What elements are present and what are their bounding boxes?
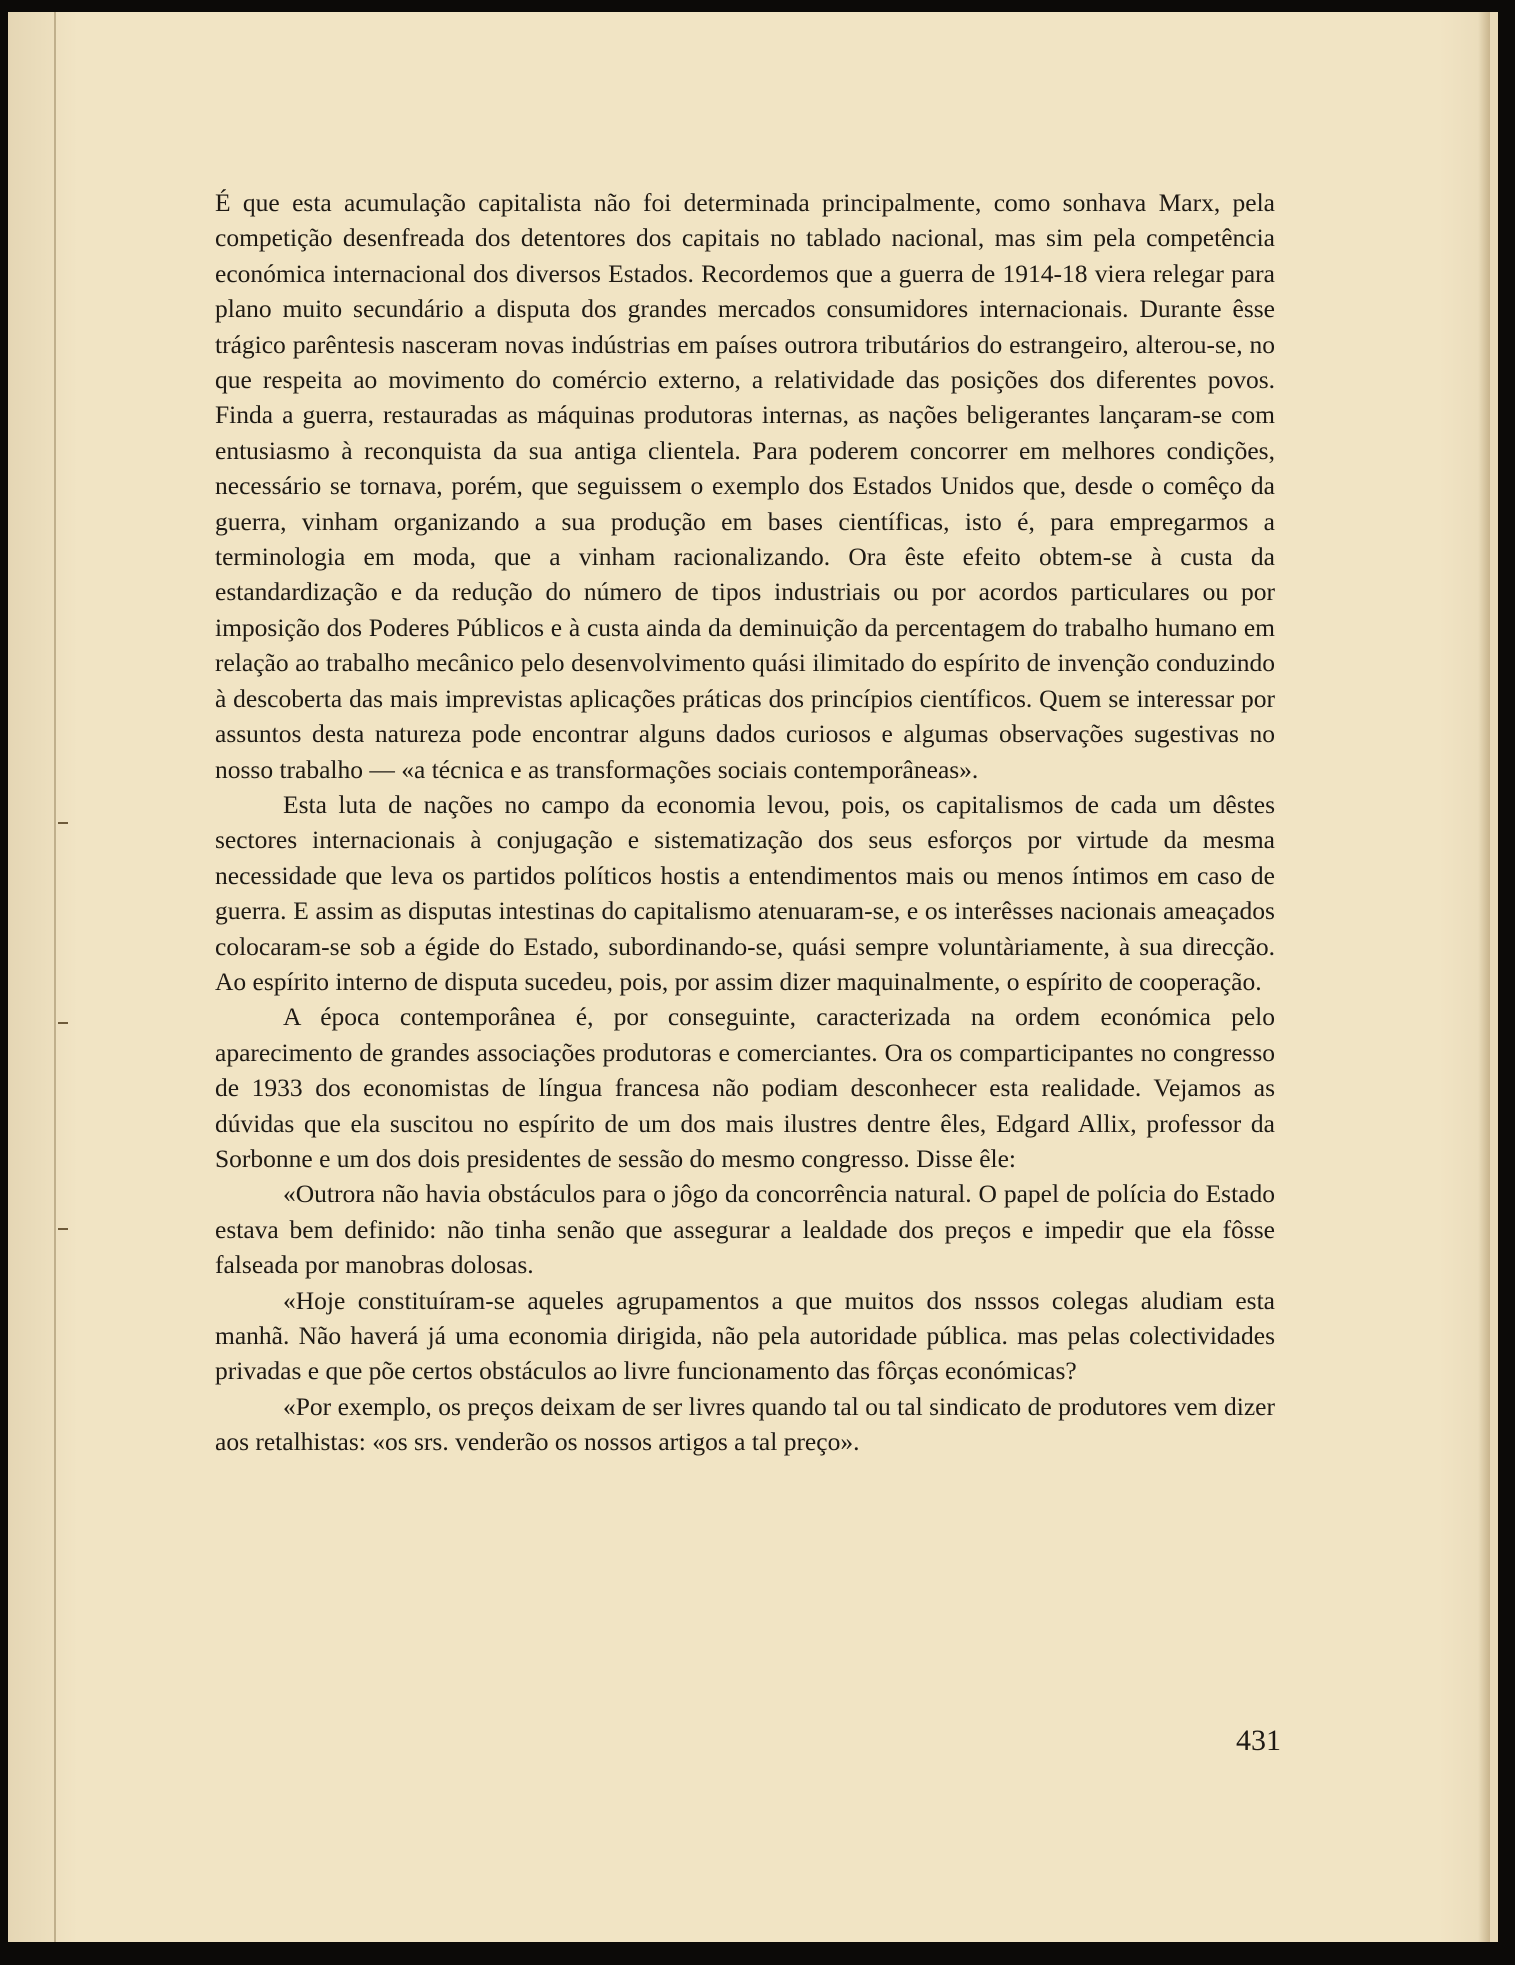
margin-mark (58, 822, 68, 824)
page-number: 431 (1236, 1724, 1281, 1757)
quote-paragraph-1: «Outrora não havia obstáculos para o jôgo da concorrência natural. O papel de polícia do Estado estava bem definido: não tinha senão que assegurar a lealdade dos preços e impedir que ela fôsse falseada por manobras dolosas. (215, 1179, 1275, 1280)
margin-mark (58, 1022, 68, 1024)
paragraph-1: É que esta acumulação capitalista não foi determinada principalmente, como sonhava Marx, pela competição desenfreada dos detentores dos capitais no tablado nacional, mas sim pela competência económica internacional dos diversos Estados. Recordemos que a guerra de 1914-18 viera relegar para plano muito secundário a disputa dos grandes mercados consumidores internacionais. Durante êsse trágico parêntesis nasceram novas indústrias em países outrora tributários do estrangeiro, alterou-se, no que respeita ao movimento do comércio externo, a relatividade das posições dos diferentes povos. Finda a guerra, restauradas as máquinas produtoras internas, as nações beligerantes lançaram-se com entusiasmo à reconquista da sua antiga clientela. Para poderem concorrer em melhores condições, necessário se tornava, porém, que seguissem o exemplo dos Estados Unidos que, desde o comêço da guerra, vinham organizando a sua produção em bases científicas, isto é, para empregarmos a terminologia em moda, que a vinham racionalizando. Ora êste efeito obtem-se à custa da estandardização e da redução do número de tipos industriais ou por acordos particulares ou por imposição dos Poderes Públicos e à custa ainda da deminuição da percentagem do trabalho humano em relação ao trabalho mecânico pelo desenvolvimento quási ilimitado do espírito de invenção conduzindo à descoberta das mais imprevistas aplicações práticas dos princípios científicos. Quem se interessar por assuntos desta natureza pode encontrar alguns dados curiosos e algumas observações sugestivas no nosso trabalho — «a técnica e as transformações sociais contemporâneas». (215, 188, 1275, 784)
page-gutter (54, 12, 56, 1942)
quote-paragraph-3: «Por exemplo, os preços deixam de ser livres quando tal ou tal sindicato de produtores vem dizer aos retalhistas: «os srs. venderão os nossos artigos a tal preço». (215, 1391, 1275, 1457)
margin-mark (58, 1228, 68, 1230)
quote-paragraph-2: «Hoje constituíram-se aqueles agrupamentos a que muitos dos nsssos colegas aludiam esta manhã. Não haverá já uma economia dirigida, não pela autoridade pública. mas pelas colectividades privadas e que põe certos obstáculos ao livre funcionamento das fôrças económicas? (215, 1285, 1275, 1386)
body-text (215, 185, 1275, 1460)
paragraph-2: Esta luta de nações no campo da economia levou, pois, os capitalismos de cada um dêstes sectores internacionais à conjugação e sistematização dos seus esforços por virtude da mesma necessidade que leva os partidos políticos hostis a entendimentos mais ou menos íntimos em caso de guerra. E assim as disputas intestinas do capitalismo atenuaram-se, e os interêsses nacionais ameaçados colocaram-se sob a égide do Estado, subordinando-se, quási sempre voluntàriamente, à sua direcção. Ao espírito interno de disputa sucedeu, pois, por assim dizer maquinalmente, o espírito de cooperação. (215, 789, 1275, 996)
paragraph-3: A época contemporânea é, por conseguinte, caracterizada na ordem económica pelo aparecimento de grandes associações produtoras e comerciantes. Ora os comparticipantes no congresso de 1933 dos economistas de língua francesa não podiam desconhecer esta realidade. Vejamos as dúvidas que ela suscitou no espírito de um dos mais ilustres dentre êles, Edgard Allix, professor da Sorbonne e um dos dois presidentes de sessão do mesmo congresso. Disse êle: (215, 1002, 1275, 1173)
page-edge-shadow (1478, 12, 1490, 1942)
